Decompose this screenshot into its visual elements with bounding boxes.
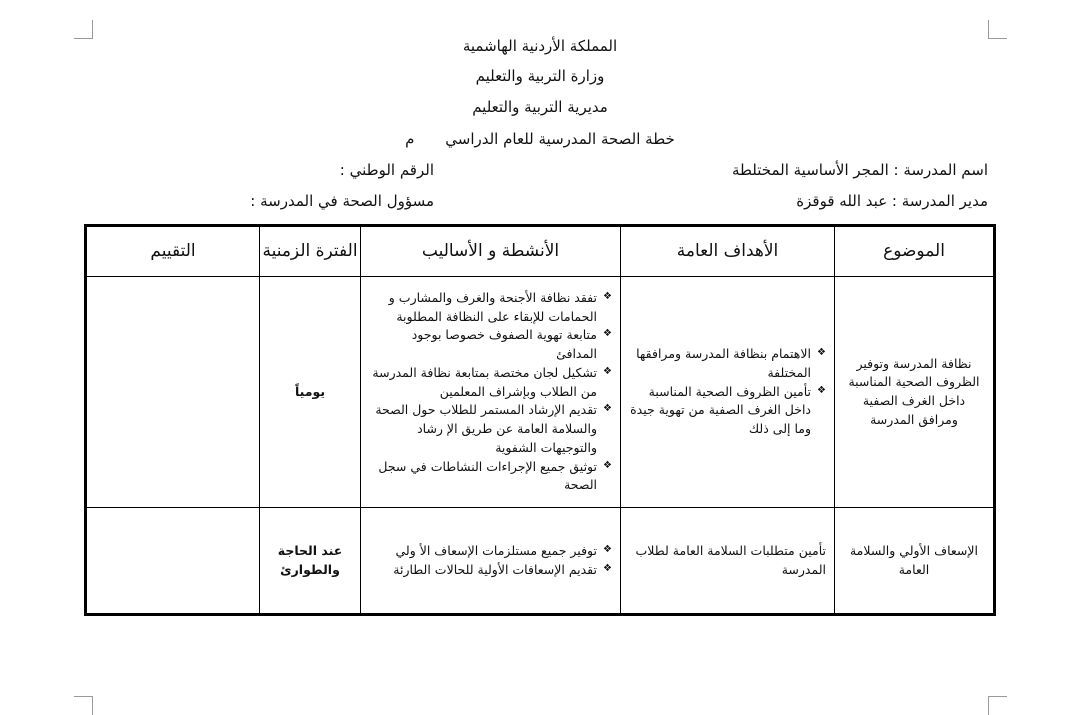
row2-evaluation bbox=[86, 508, 260, 615]
ministry-heading: وزارة التربية والتعليم bbox=[475, 67, 605, 85]
table-header-row bbox=[86, 226, 995, 277]
health-officer: مسؤول الصحة في المدرسة : bbox=[250, 192, 434, 210]
list-item: ❖ تقديم الإسعافات الأولية للحالات الطارئة bbox=[369, 561, 612, 580]
table-row bbox=[86, 277, 995, 508]
header-activities: الأنشطة و الأساليب bbox=[361, 226, 621, 277]
row1-period: يومياً bbox=[260, 277, 361, 508]
crop-mark-bottom-right bbox=[988, 696, 1007, 715]
row2-goals: تأمين متطلبات السلامة العامة لطلاب المدرسة bbox=[621, 508, 835, 615]
directorate-heading: مديرية التربية والتعليم bbox=[472, 98, 608, 116]
row1-activities-list bbox=[369, 289, 612, 495]
kingdom-heading: المملكة الأردنية الهاشمية bbox=[462, 37, 618, 55]
principal-name: مدير المدرسة : عبد الله قوقزة bbox=[796, 192, 988, 210]
list-item: ❖ توثيق جميع الإجراءات النشاطات في سجل الصحة bbox=[369, 458, 612, 496]
row1-activities bbox=[361, 277, 621, 508]
list-item: ❖ متابعة تهوية الصفوف خصوصا بوجود المدافئ bbox=[369, 326, 612, 364]
header-topic: الموضوع bbox=[835, 226, 995, 277]
list-item: ❖ تأمين الظروف الصحية المناسبة داخل الغرف الصفية من تهوية جيدة وما إلى ذلك bbox=[629, 383, 826, 439]
plan-title: خطة الصحة المدرسية للعام الدراسي bbox=[445, 130, 675, 148]
row1-evaluation bbox=[86, 277, 260, 508]
row2-activities bbox=[361, 508, 621, 615]
row1-topic: نظافة المدرسة وتوفير الظروف الصحية المناسبة داخل الغرف الصفية ومرافق المدرسة bbox=[835, 277, 995, 508]
list-item: ❖ تشكيل لجان مختصة بمتابعة نظافة المدرسة من الطلاب وبإشراف المعلمين bbox=[369, 364, 612, 402]
school-name: اسم المدرسة : المجر الأساسية المختلطة bbox=[731, 161, 988, 179]
header-period: الفترة الزمنية bbox=[260, 226, 361, 277]
header-evaluation: التقييم bbox=[86, 226, 260, 277]
list-item: ❖ تفقد نظافة الأجنحة والغرف والمشارب و الحمامات للإبقاء على النظافة المطلوبة bbox=[369, 289, 612, 327]
row2-period: عند الحاجة والطوارئ bbox=[260, 508, 361, 615]
crop-mark-bottom-left bbox=[74, 696, 93, 715]
plan-title-line bbox=[0, 130, 1080, 148]
list-item: ❖ توفير جميع مستلزمات الإسعاف الأ ولي bbox=[369, 542, 612, 561]
row1-goals-list bbox=[629, 345, 826, 439]
list-item: ❖ تقديم الإرشاد المستمر للطلاب حول الصحة والسلامة العامة عن طريق الإ رشاد والتوجيهات الشفوية bbox=[369, 401, 612, 457]
row2-topic: الإسعاف الأولي والسلامة العامة bbox=[835, 508, 995, 615]
national-number: الرقم الوطني : bbox=[339, 161, 434, 179]
row2-activities-list bbox=[369, 542, 612, 580]
list-item: ❖ الاهتمام بنظافة المدرسة ومرافقها المختلفة bbox=[629, 345, 826, 383]
health-plan-table bbox=[84, 224, 996, 616]
plan-year-suffix: م bbox=[405, 130, 415, 148]
row1-goals bbox=[621, 277, 835, 508]
header-goals: الأهداف العامة bbox=[621, 226, 835, 277]
table-row bbox=[86, 508, 995, 615]
